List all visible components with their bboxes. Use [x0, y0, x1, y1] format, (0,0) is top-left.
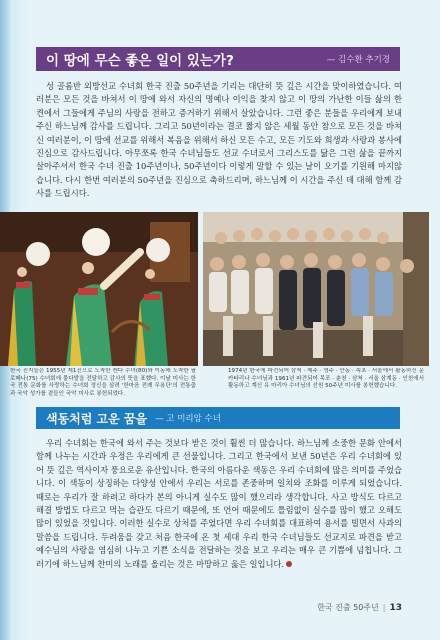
article-title-bar — [36, 47, 400, 71]
section-author: — 고 미리암 수녀 — [155, 414, 221, 424]
footer-separator: | — [382, 603, 386, 612]
section-paragraph-text: 우리 수녀회는 한국에 와서 주는 것보다 받은 것이 훨씬 더 많습니다. 하느님께 소중한 문화 안에서 함께 나누는 시간과 우정은 우리에게 큰 선물입니다. 그리고 한국에서 보낸 50년은 우리 수녀회에 있어 뜻 깊은 역사이자 풍요로운 유산입니다. 한국의 아름다운 색동은 우리 수녀회에 많은 의미를 주었습니다. 이 색동이 상징하는 다양성 안에서 우리는 서로를 존중하며 일치와 조화를 이루게 되었습니다. 때로는 우리가 잘 하려고 하다가 본의 아니게 실수도 많이 했으리라 생각합니다. 사고 방식도 다르고 해결 방법도 다르고 먹는 습관도 다르기 때문에, 또 언어 때문에도 틀림없이 실수를 많이 했고 오해도 많이 있었을 것입니다. 이러한 실수로 상처를 주었다면 우리 수녀회를 대표하여 용서를 빌면서 사과의 말씀을 드립니다. 두려움을 갖고 처음 한국에 온 첫 세대 우리 한국 수녀님들도 선교지로 파견을 받고 예수님의 사랑을 염심히 나누고 기쁜 소식을 전달하는 것을 보고 우리는 매우 큰 기쁨에 넘칩니다. 그러기에 하느님께 찬미의 노래를 올리는 것은 마땅하고 옳은 일입니다. — [36, 438, 402, 569]
dance-photo-caption: 한국 진지들은 1955년 제1진으로 도착한 켄다 수녀(80)와 이동해 도착한 필로메나(75) 수녀회에 물다발을 전달하고 감사의 뜻을 표했다. 이날 미사는 한국 전통 문화를 사랑하는 수녀회 정신을 살려 '한마음 전례 무용단'의 전통춤과 국악 성가를 곁들인 국악 미사로 봉헌되었다. — [10, 368, 196, 397]
section-title-bar — [36, 407, 400, 429]
section-title: 색동처럼 고운 꿈을 — [46, 411, 148, 426]
footer-section-label: 한국 진출 50주년 — [317, 603, 379, 612]
page-number: 13 — [389, 602, 402, 613]
group-photo — [203, 212, 429, 366]
page-footer — [317, 602, 402, 613]
section-paragraph — [36, 437, 402, 585]
dance-photo — [0, 212, 198, 366]
group-photo-caption: 1974년 한국에 파견되어 삼척 · 제주 · 영주 · 안동 · 속초 · 서울에서 활동하신 문 카타리나 수녀님과 1961년 파견되어 목포 · 춘천 · 삼척 · 서울 삼계동 · 인천에서 활동하고 계신 유 마리아 수녀님의 선원 50주년 미사를 봉헌했습니다. — [228, 368, 424, 390]
end-mark-icon — [286, 561, 292, 567]
dance-photo-illustration — [0, 212, 198, 366]
article-title: 이 땅에 무슨 좋은 일이 있는가? — [46, 53, 234, 69]
article-author: — 김수환 추기경 — [326, 55, 390, 65]
article-paragraph: 성 골롬반 외방선교 수녀회 한국 진출 50주년을 기리는 대단히 뜻 깊은 시간을 맞이하였습니다. 여러분은 모든 것을 바쳐서 이 땅에 와서 자신의 명예나 이익을 찾지 않고 이 땅의 가난한 이들 삶의 한 켠에서 그들에게 주님의 사랑을 전하고 증거하기 위해서 살았습니다. 그런 좋은 분들을 우리에게 보내주신 하느님께 감사를 드립니다. 그리고 50년이라는 결코 짧지 않은 세월 동안 참으로 모든 것을 바쳐신 여러분이, 이 땅에 선교를 위해서 복음을 위해서 하신 모든 수고, 모든 기도와 희생과 사랑과 봉사에 진심으로 감사드립니다. 아무쪼록 한국 수녀님들도 선교 수녀로서 그리스도를 닮은 그런 삶을 끝까지 살아주셔서 한국 수녀 진출 10주년이나, 50주년이다 이렇게 말할 수 있는 날이 오기를 기원해 마지않습니다. 다시 한번 여러분의 50주년을 진심으로 축하드리며, 하느님께 이 시간을 주신 데 대해 함께 감사를 드립시다. — [36, 81, 402, 198]
group-photo-illustration — [203, 212, 429, 366]
